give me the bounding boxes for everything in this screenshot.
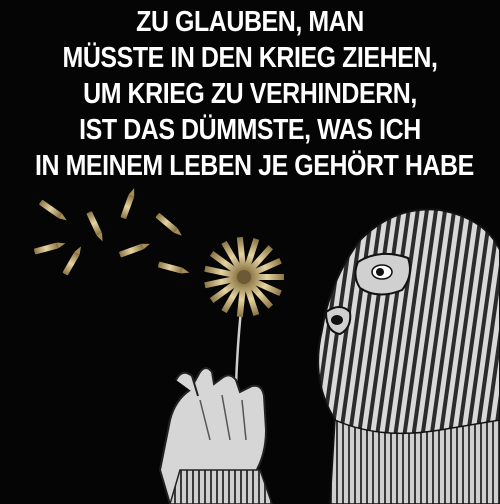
masked-head (318, 209, 500, 504)
bullet-icon (86, 211, 105, 243)
caption-line: IN MEINEM LEBEN JE GEHÖRT HABE (35, 150, 474, 182)
hand (160, 368, 272, 504)
caption-line: ZU GLAUBEN, MAN (136, 6, 364, 38)
bullet-icon (39, 200, 69, 223)
flying-bullets (34, 187, 190, 276)
bullet-icon (34, 240, 66, 254)
bullet-icon (62, 245, 83, 276)
meme-caption (35, 4, 474, 184)
bullet-icon (119, 241, 151, 258)
bullet-icon (120, 187, 137, 219)
caption-line: UM KRIEG ZU VERHINDERN, (83, 78, 417, 110)
caption-line: MÜSSTE IN DEN KRIEG ZIEHEN, (62, 42, 438, 74)
bullet-dandelion (204, 237, 284, 385)
bullet-icon (155, 213, 183, 238)
caption-line: IST DAS DÜMMSTE, WAS ICH (79, 114, 421, 146)
bullet-icon (158, 261, 190, 275)
